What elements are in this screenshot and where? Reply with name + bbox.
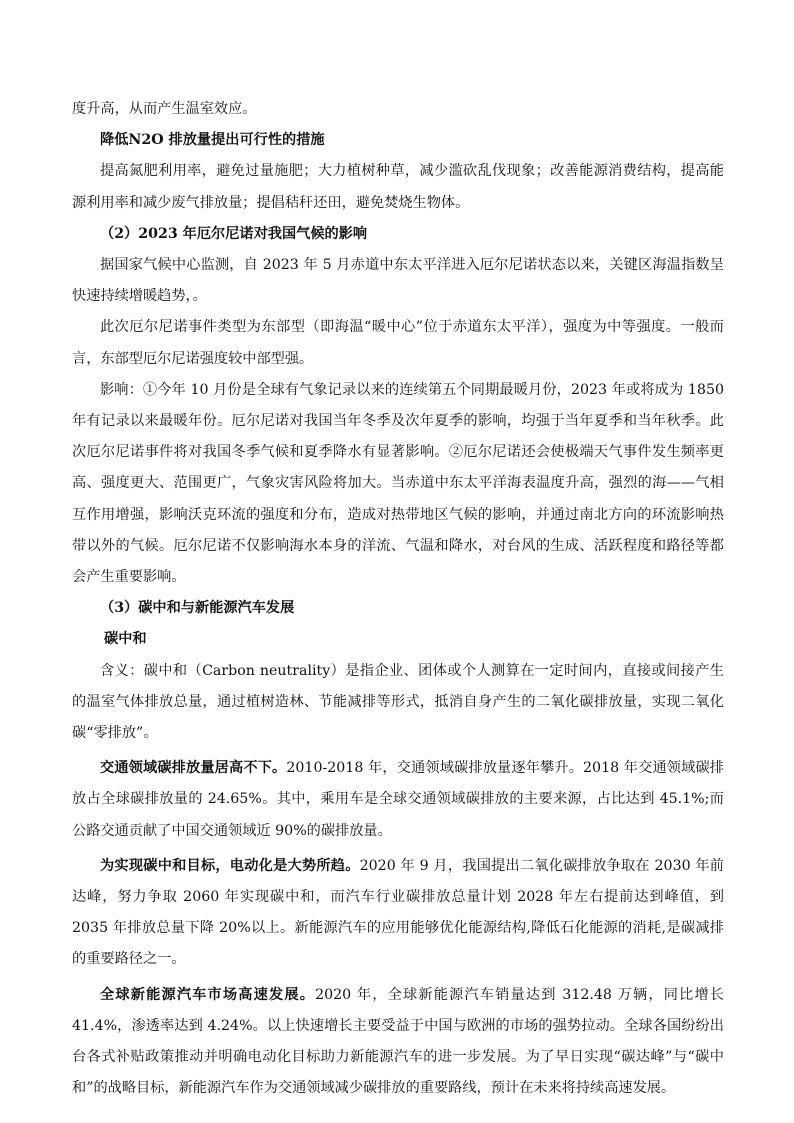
document-body xyxy=(72,94,724,1105)
paragraph-electrification xyxy=(72,851,724,976)
ev-market-lead: 全球新能源汽车市场高速发展。 xyxy=(100,986,316,1003)
paragraph-el-nino-type: 此次厄尔尼诺事件类型为东部型（即海温“暖中心”位于赤道东太平洋），强度为中等强度。一般而言，东部型厄尔尼诺强度较中部型强。 xyxy=(72,319,724,367)
heading-carbon-neutrality-ev: （3）碳中和与新能源汽车发展 xyxy=(100,600,295,617)
heading-el-nino-2023: （2）2023 年厄尔尼诺对我国气候的影响 xyxy=(100,225,368,242)
paragraph-el-nino-monitoring: 据国家气候中心监测，自 2023 年 5 月赤道中东太平洋进入厄尔尼诺状态以来，关键区海温指数呈快速持续增暖趋势，。 xyxy=(72,257,724,305)
paragraph-ev-market xyxy=(72,980,724,1105)
paragraph-intro: 度升高，从而产生温室效应。 xyxy=(72,101,257,117)
electrification-text: 2020 年 9 月，我国提出二氧化碳排放争取在 2030 年前达峰，努力争取 2060 年实现碳中和，而汽车行业碳排放总量计划 2028 年左右提前达到峰值，到 2035 年排放总量下降 20%以上。新能源汽车的应用能够优化能源结构,降低石化能源的消耗,是碳减排的重要路径之一。 xyxy=(72,857,724,968)
paragraph-el-nino-impact: 影响：①今年 10 月份是全球有气象记录以来的连续第五个同期最暖月份，2023 年或将成为 1850 年有记录以来最暖年份。厄尔尼诺对我国当年冬季及次年夏季的影响，均强于当年夏季和当年秋季。此次厄尔尼诺事件将对我国冬季气候和夏季降水有显著影响。②厄尔尼诺还会使极端天气事件发生频率更高、强度更大、范围更广，气象灾害风险将加大。当赤道中东太平洋海表温度升高，强烈的海——气相互作用增强，影响沃克环流的强度和分布，造成对热带地区气候的影响，并通过南北方向的环流影响热带以外的气候。厄尔尼诺不仅影响海水本身的洋流、气温和降水，对台风的生成、活跃程度和路径等都会产生重要影响。 xyxy=(72,381,724,586)
ev-market-text: 2020 年，全球新能源汽车销量达到 312.48 万辆，同比增长 41.4%，渗透率达到 4.24%。以上快速增长主要受益于中国与欧洲的市场的强势拉动。全球各国纷纷出台各式补贴政策推动并明确电动化目标助力新能源汽车的进一步发展。为了早日实现“碳达峰”与“碳中和”的战略目标，新能源汽车作为交通领域减少碳排放的重要路线，预计在未来将持续高速发展。 xyxy=(72,986,724,1097)
paragraph-carbon-definition: 含义：碳中和（Carbon neutrality）是指企业、团体或个人测算在一定时间内，直接或间接产生的温室气体排放总量，通过植树造林、节能减排等形式，抵消自身产生的二氧化碳排放量，实现二氧化碳“零排放”。 xyxy=(72,662,724,742)
heading-n2o-measures: 降低N2O 排放量提出可行性的措施 xyxy=(100,132,325,149)
traffic-emissions-text: 2010-2018 年，交通领域碳排放量逐年攀升。2018 年交通领域碳排放占全球碳排放量的 24.65%。其中，乘用车是全球交通领域碳排放的主要来源，占比达到 45.1%;而公路交通贡献了中国交通领域近 90%的碳排放量。 xyxy=(72,760,724,839)
traffic-emissions-lead: 交通领域碳排放量居高不下。 xyxy=(100,760,287,777)
paragraph-n2o-measures: 提高氮肥利用率，避免过量施肥；大力植树种草，减少滥砍乱伐现象；改善能源消费结构，提高能源利用率和减少废气排放量；提倡秸秆还田，避免焚烧生物体。 xyxy=(72,163,724,211)
electrification-lead: 为实现碳中和目标，电动化是大势所趋。 xyxy=(100,857,360,874)
paragraph-traffic-emissions xyxy=(72,753,724,847)
subheading-carbon-neutrality: 碳中和 xyxy=(104,631,147,648)
